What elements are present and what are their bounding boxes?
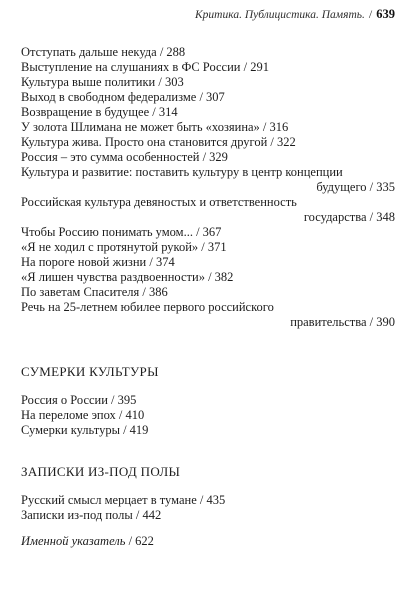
toc-entry: У золота Шлимана не может быть «хозяина» / 316 — [21, 120, 289, 134]
toc-entry: Речь на 25-летнем юбилее первого российского правительства / 390 — [21, 300, 395, 329]
toc-entry: Сумерки культуры / 419 — [21, 423, 149, 437]
toc-entry: «Я не ходил с протянутой рукой» / 371 — [21, 240, 227, 254]
section-title-sumerki: СУМЕРКИ КУЛЬТУРЫ — [21, 364, 159, 379]
toc-entry: Российская культура девяностых и ответственность государства / 348 — [21, 195, 395, 224]
toc-entry: Россия – это сумма особенностей / 329 — [21, 150, 228, 164]
toc-entry: Возвращение в будущее / 314 — [21, 105, 178, 119]
page-number: 639 — [376, 7, 395, 21]
toc-entry: Чтобы Россию понимать умом... / 367 — [21, 225, 222, 239]
toc-list-top — [21, 45, 395, 330]
toc-entry: Записки из-под полы / 442 — [21, 508, 162, 522]
toc-entry: Выход в свободном федерализме / 307 — [21, 90, 225, 104]
running-title: Критика. Публицистика. Память. — [195, 9, 365, 21]
toc-entry-continuation: государства / 348 — [303, 210, 395, 224]
toc-entry: Культура выше политики / 303 — [21, 75, 184, 89]
toc-entry-continuation: будущего / 335 — [316, 180, 395, 194]
section-title-zapiski: ЗАПИСКИ ИЗ-ПОД ПОЛЫ — [21, 464, 181, 479]
toc-entry: Культура жива. Просто она становится другой / 322 — [21, 135, 296, 149]
index-page: / 622 — [125, 534, 154, 548]
toc-entry: Россия о России / 395 — [21, 393, 137, 407]
toc-entry: На пороге новой жизни / 374 — [21, 255, 175, 269]
toc-entry: По заветам Спасителя / 386 — [21, 285, 168, 299]
toc-list-zapiski — [21, 493, 395, 523]
toc-entry: Культура и развитие: поставить культуру в центр концепции будущего / 335 — [21, 165, 395, 194]
toc-entry: Выступление на слушаниях в ФС России / 291 — [21, 60, 269, 74]
index-label: Именной указатель — [21, 534, 126, 548]
index-entry — [21, 534, 395, 549]
running-header — [195, 7, 395, 22]
toc-entry: «Я лишен чувства раздвоенности» / 382 — [21, 270, 234, 284]
toc-entry-continuation: правительства / 390 — [290, 315, 395, 329]
toc-entry: На переломе эпох / 410 — [21, 408, 145, 422]
toc-list-sumerki — [21, 393, 395, 438]
table-of-contents — [21, 45, 395, 549]
toc-entry: Отступать дальше некуда / 288 — [21, 45, 186, 59]
header-separator: / — [368, 7, 373, 21]
toc-entry: Русский смысл мерцает в тумане / 435 — [21, 493, 226, 507]
